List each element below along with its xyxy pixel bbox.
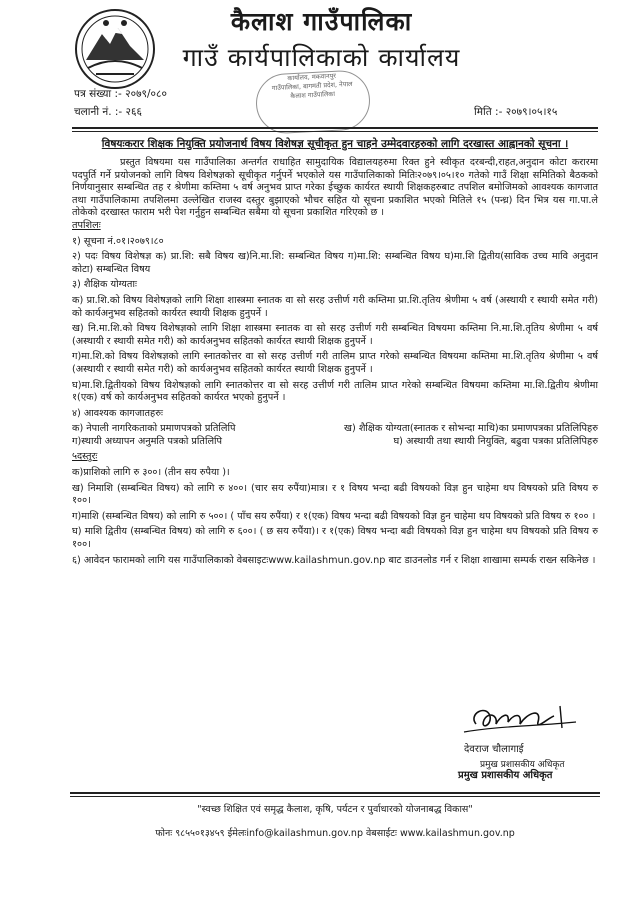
header-divider [72, 127, 598, 129]
document-ga: ग)स्थायी अध्यापन अनुमति पत्रको प्रतिलिपि [72, 435, 223, 447]
tapsil-heading: तपशिलः [72, 219, 101, 231]
letter-number: पत्र संख्या :- २०७९/०८० [74, 88, 167, 100]
footer-contact: फोनः ९८५५०१३४५९ ईमेलःinfo@kailashmun.gov.np वेबसाईटः www.kailashmun.gov.np [155, 828, 515, 839]
documents-heading: ४) आवश्यक कागजातहरुः [72, 407, 163, 419]
fee-ga: ग)माशि (सम्बन्धित विषय) को लागि रु ५००। ( पाँच सय रुपैंया) र १(एक) विषय भन्दा बढी विषयको विज्ञ हुन चाहेमा थप विषयको प्रति विषय रु १०० । [72, 510, 596, 522]
office-subtitle: गाउँ कार्यपालिकाको कार्यालय [182, 43, 461, 72]
date: मिति :- २०७९।०५।१५ [474, 106, 558, 118]
office-stamp: कार्यालय, मकवानपुर गाउँपालिका, बागमती प्रदेश, नेपाल कैलाश गाउँपालिका [255, 69, 372, 135]
dispatch-number: चलानी नं. :- २६६ [74, 106, 142, 118]
office-title: कैलाश गाउँपालिका [230, 7, 413, 36]
qualification-ka: क) प्रा.शि.को विषय विशेषज्ञको लागि शिक्षा शास्त्रमा स्नातक वा सो सरह उत्तीर्ण गरी कम्तिमा प्रा.शि.तृतिय श्रेणीमा ५ वर्ष (अस्थायी र स्थायी समेत गरी) को कार्यअनुभव सहितको कार्यरत स्थायी शिक्षक हुनुपर्ने । [72, 294, 598, 319]
notice-number: १) सूचना नं.०१।२०७९।८० [72, 235, 164, 247]
fee-kha: ख) निमाशि (सम्बन्धित विषय) को लागि रु ४००। (चार सय रुपैंया)मात्र। र १ विषय भन्दा बढी विषयको विज्ञ हुन चाहेमा थप विषयको प्रति विषय रु १००। [72, 482, 598, 507]
signatory-post: प्रमुख प्रशासकीय अधिकृत [458, 770, 553, 781]
footer-slogan: "स्वच्छ शिक्षित एवं समृद्ध कैलाश, कृषि, पर्यटन र पुर्वाधारको योजनाबद्ध विकास" [197, 804, 473, 815]
signatory-post-small: प्रमुख प्रशासकीय अधिकृत [480, 760, 565, 770]
post-details: २) पदः विषय विशेषज्ञ क) प्रा.शि: सबै विषय ख)नि.मा.शि: सम्बन्धित विषय ग)मा.शि: सम्बन्धित विषय घ)मा.शि द्वितीय(साविक उच्च मावि अनुदान कोटा) सम्बन्धित विषय [72, 251, 598, 275]
fee-heading: ५दस्तुरः [72, 451, 98, 463]
document-gha: घ) अस्थायी तथा स्थायी नियुक्ति, बढुवा पत्रका प्रतिलिपिहरु [393, 435, 598, 447]
footer-divider [70, 792, 600, 794]
footer-divider-thin [70, 796, 600, 797]
application-form-note: ६) आवेदन फारामको लागि यस गाउँपालिकाको वेबसाइटःwww.kailashmun.gov.np बाट डाउनलोड गर्न र शिक्षा शाखामा सम्पर्क राख्न सकिनेछ । [72, 554, 596, 566]
document-kha: ख) शैक्षिक योग्यता(स्नातक र सोभन्दा माथि)का प्रमाणपत्रका प्रतिलिपिहरु [344, 423, 598, 435]
fee-ka: क)प्राशिको लागि रु ३००। (तीन सय रुपैया )। [72, 467, 230, 479]
intro-paragraph: प्रस्तुत विषयमा यस गाउँपालिका अन्तर्गत राधाहित सामुदायिक विद्यालयहरुमा रिक्त हुने स्वीकृत दरबन्दी,राहत,अनुदान कोटा करारमा पदपुर्ति गर्ने प्रयोजनको लागि विषय विशेषज्ञको सूचीकृत गर्नुपर्ने भएकोले यस गाउँपालिकाको मितिः२०७९।०५।१० गतेको गाउँ शिक्षा समितिको बैठकको निर्णयानुसार सम्बन्धित तह र श्रेणीमा कम्तिमा ५ वर्ष अनुभव प्राप्त गरेका ईच्छुक कार्यरत स्थायी शिक्षकहरुबाट तपशिल बमोजिमको आवश्यक कागजात तथा गाउँपालिकामा तपशिलमा उल्लेखित राजस्व दस्तुर बुझाएको भौचर सहित यो सूचना प्रकाशित भएको मितिले १५ (पन्ध्र) दिन भित्र यस गा.पा.ले तोकेको दरखास्त फाराम भरी पेश गर्नुहुन सम्बन्धित सबैमा यो सूचना प्रकाशित गरिएको छ । [72, 157, 598, 219]
qualification-gha: घ)मा.शि.द्वितीयको विषय विशेषज्ञको लागि स्नातकोत्तर वा सो सरह उत्तीर्ण गरी तालिम प्राप्त गरेको सम्बन्धित विषयमा कम्तिमा मा.शि.द्वितीय श्रेणीमा १(एक) वर्ष को कार्यअनुभव सहितको कार्यरत भएको हुनुपर्ने । [72, 379, 598, 404]
notice-body [72, 157, 598, 567]
header-divider-thin [72, 131, 598, 132]
documents-row-2 [72, 436, 598, 449]
signatory-name: देवराज चौलागाई [464, 744, 524, 755]
notice-subject: विषयःकरार शिक्षक नियुक्ति प्रयोजनार्थ विषय विशेषज्ञ सूचीकृत हुन चाहने उम्मेदवारहरुको लागि दरखास्त आह्वानको सूचना । [101, 138, 569, 150]
fee-gha: घ) माशि द्वितीय (सम्बन्धित विषय) को लागि रु ६००। ( छ सय रुपैंया)। र १(एक) विषय भन्दा बढी विषयको विज्ञ हुन चाहेमा थप विषयको प्रति विषय रु १००। [72, 526, 598, 551]
qualification-heading: ३) शैक्षिक योग्यताः [72, 279, 137, 291]
documents-row-1 [72, 423, 598, 436]
document-ka: क) नेपाली नागरिकताको प्रमाणपत्रको प्रतिलिपि [72, 423, 236, 435]
qualification-ga: ग)मा.शि.को विषय विशेषज्ञको लागि स्नातकोत्तर वा सो सरह उत्तीर्ण गरी तालिम प्राप्त गरेको सम्बन्धित विषयमा कम्तिमा मा.शि.तृतिय श्रेणीमा ५ वर्ष (अस्थायी र स्थायी समेत गरी) को कार्यअनुभव सहितको कार्यरत स्थायी शिक्षक हुनुपर्ने । [72, 351, 598, 375]
qualification-kha: ख) नि.मा.शि.को विषय विशेषज्ञको लागि शिक्षा शास्त्रमा स्नातक वा सो सरह उत्तीर्ण गरी सम्बन्धित विषयमा कम्तिमा नि.मा.शि.तृतिय श्रेणीमा ५ वर्ष (अस्थायी र स्थायी समेत गरी) को कार्यअनुभव सहितको कार्यरत स्थायी शिक्षक हुनुपर्ने । [72, 323, 598, 347]
